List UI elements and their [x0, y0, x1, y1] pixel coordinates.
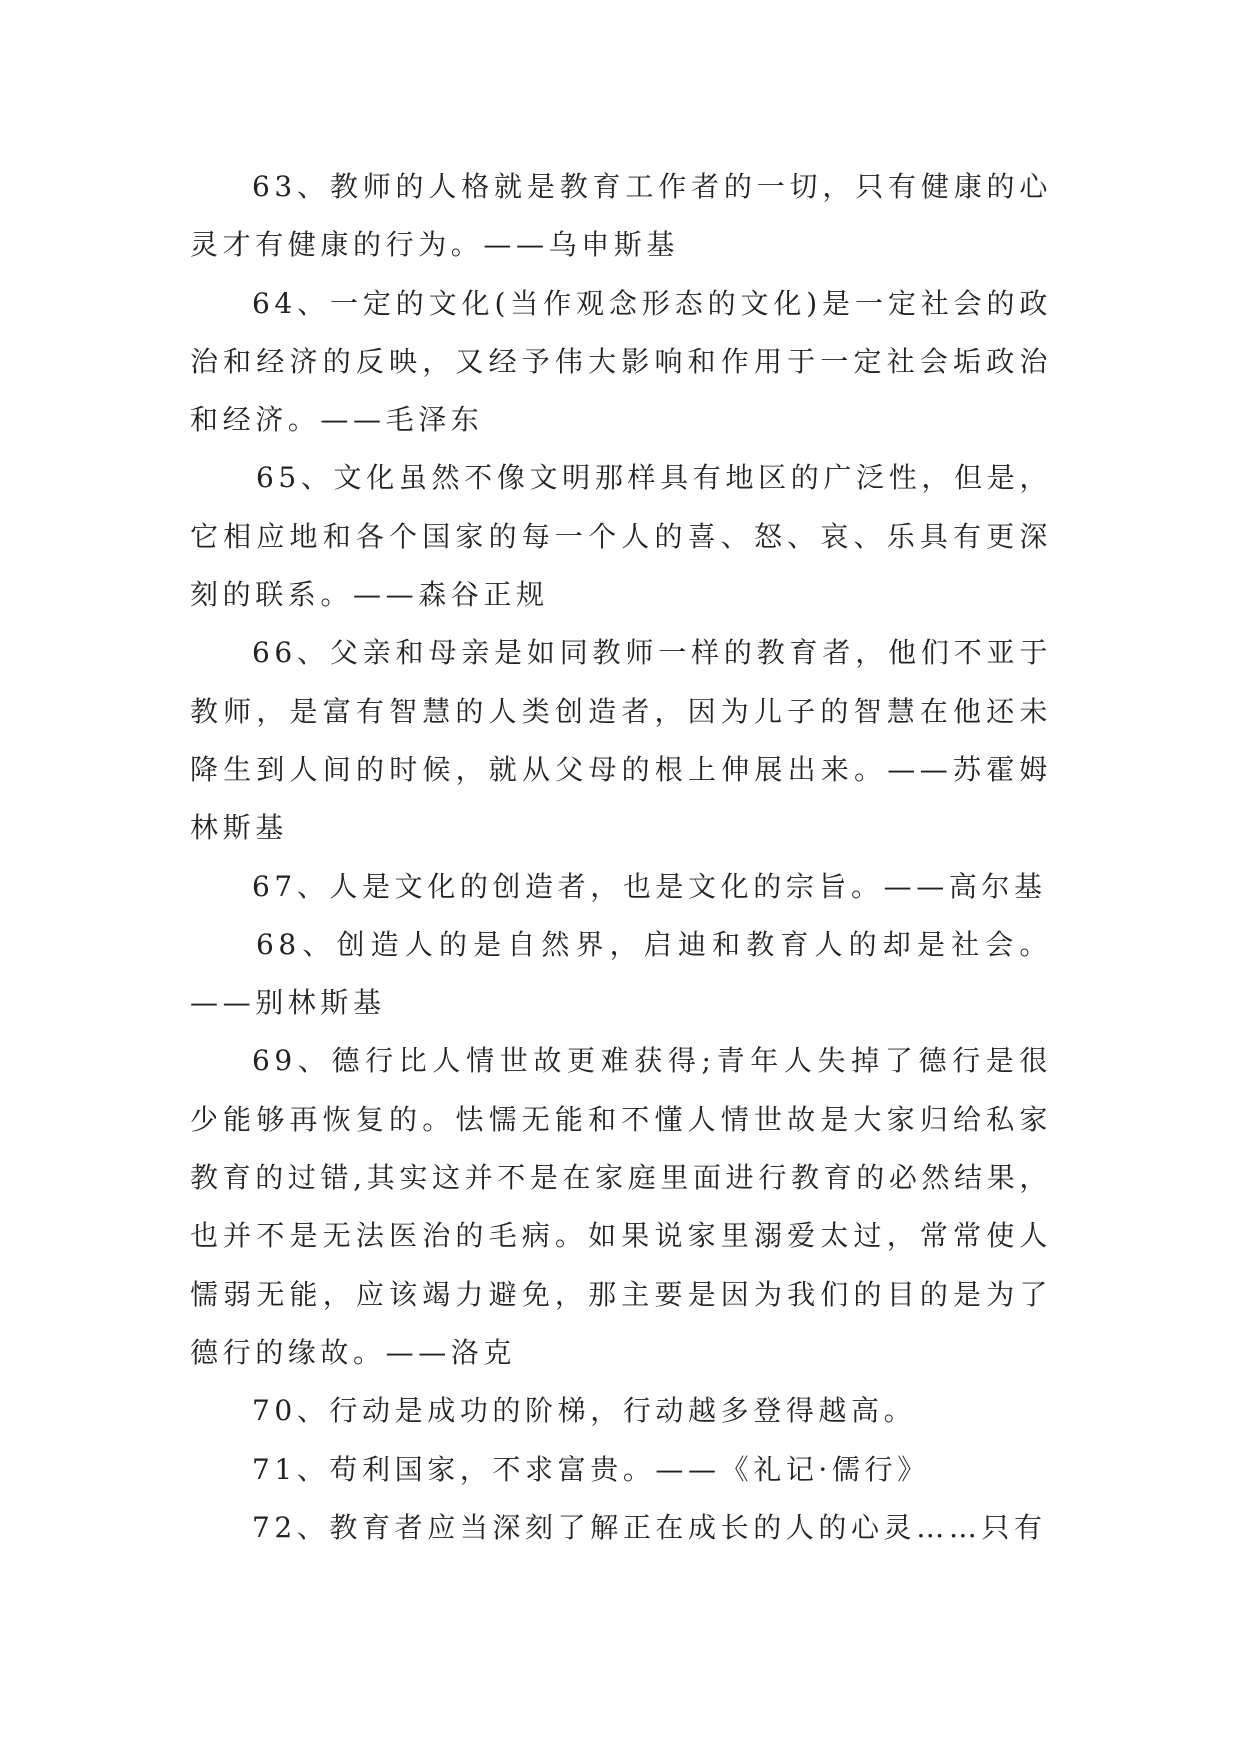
quote-paragraph-64: 64、一定的文化(当作观念形态的文化)是一定社会的政治和经济的反映，又经予伟大影响和作用于一定社会垢政治和经济。——毛泽东	[190, 286, 1052, 437]
quote-paragraph-70: 70、行动是成功的阶梯，行动越多登得越高。	[252, 1394, 917, 1428]
quote-paragraph-71: 71、苟利国家，不求富贵。——《礼记·儒行》	[252, 1452, 930, 1486]
quote-paragraph-69: 69、德行比人情世故更难获得;青年人失掉了德行是很少能够再恢复的。怯懦无能和不懂人情世故是大家归给私家教育的过错,其实这并不是在家庭里面进行教育的必然结果，也并不是无法医治的毛病。如果说家里溺爱太过，常常使人懦弱无能，应该竭力避免，那主要是因为我们的目的是为了德行的缘故。——洛克	[190, 1044, 1052, 1369]
quote-paragraph-68: 68、创造人的是自然界，启迪和教育人的却是社会。——别林斯基	[190, 927, 1052, 1020]
quote-paragraph-72: 72、教育者应当深刻了解正在成长的人的心灵……只有	[252, 1510, 1047, 1544]
quote-paragraph-65: 65、文化虽然不像文明那样具有地区的广泛性，但是，它相应地和各个国家的每一个人的喜、怒、哀、乐具有更深刻的联系。——森谷正规	[190, 461, 1052, 612]
quote-paragraph-63: 63、教师的人格就是教育工作者的一切，只有健康的心灵才有健康的行为。——乌申斯基	[190, 170, 1052, 262]
quote-paragraph-67: 67、人是文化的创造者，也是文化的宗旨。——高尔基	[252, 869, 1047, 903]
document-body	[190, 158, 1052, 1557]
quote-paragraph-66: 66、父亲和母亲是如同教师一样的教育者，他们不亚于教师，是富有智慧的人类创造者，因为儿子的智慧在他还未降生到人间的时候，就从父母的根上伸展出来。——苏霍姆林斯基	[190, 636, 1052, 845]
